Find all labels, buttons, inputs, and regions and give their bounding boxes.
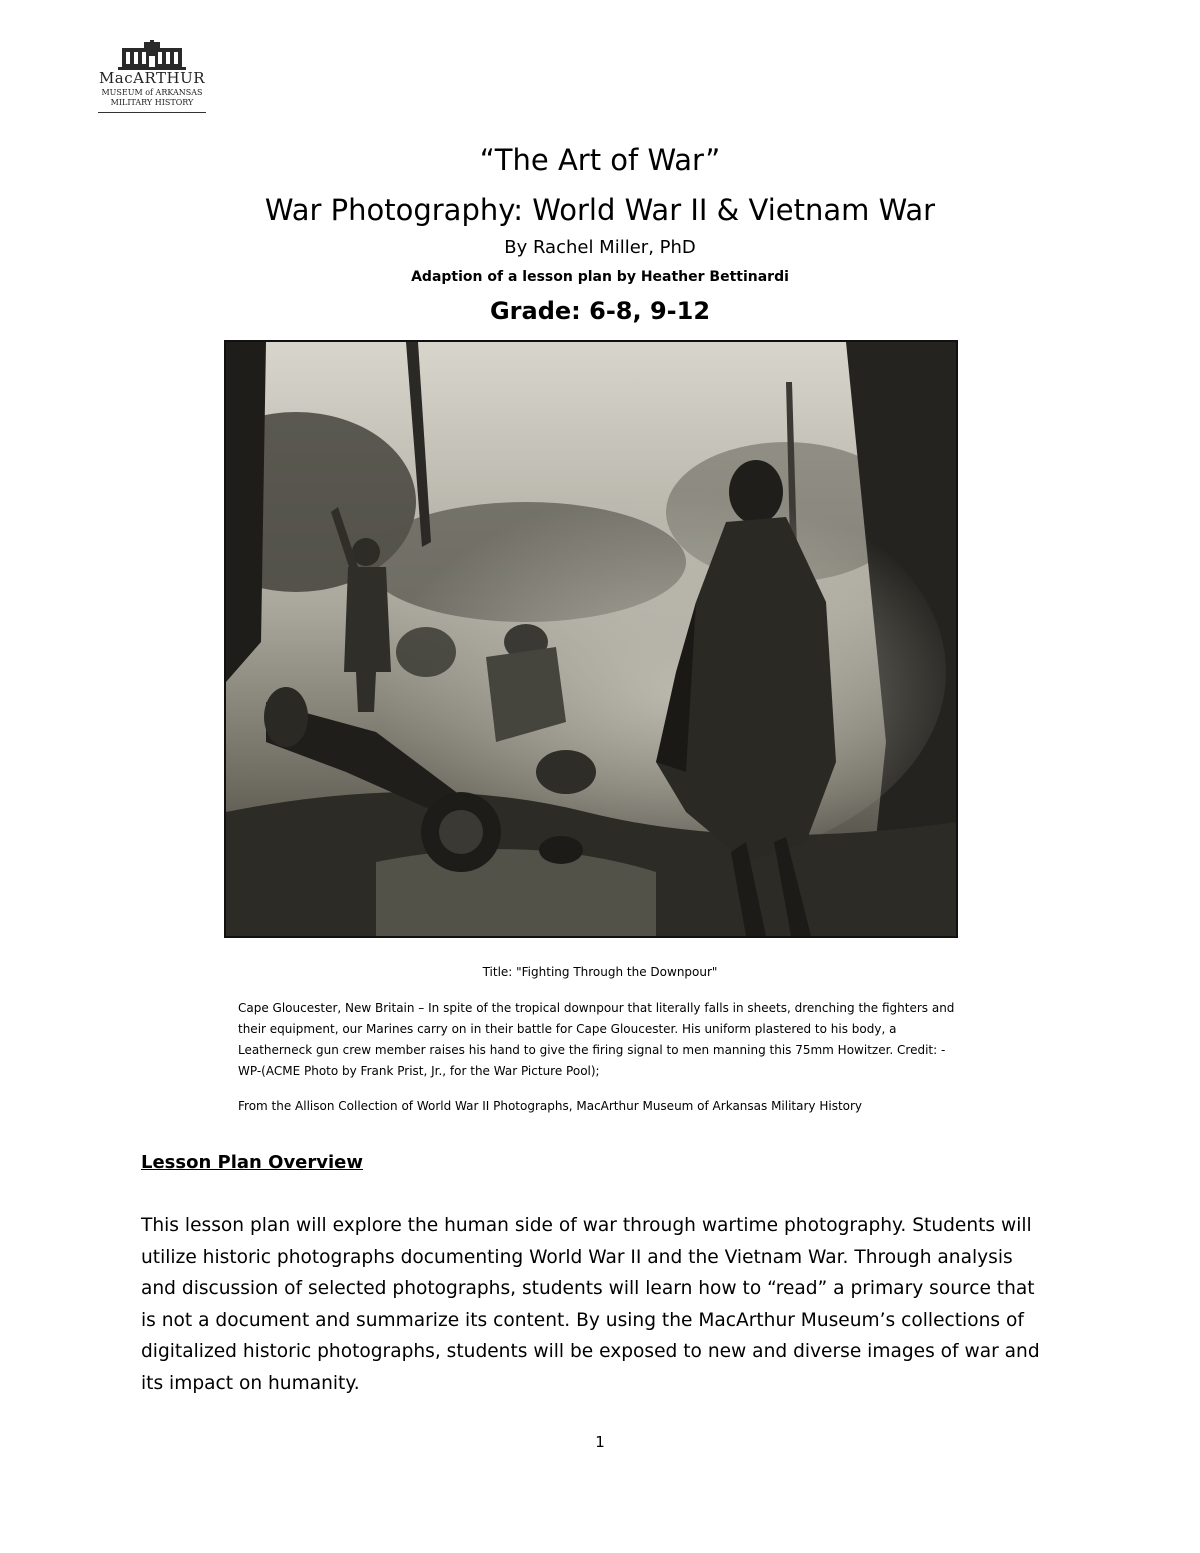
- logo-subtitle-2: MILITARY HISTORY: [110, 98, 194, 107]
- museum-building-icon: [96, 40, 208, 70]
- museum-logo: [96, 40, 208, 118]
- adaption-line: Adaption of a lesson plan by Heather Bettinardi: [411, 269, 789, 285]
- photo-caption-body: Cape Gloucester, New Britain – In spite of the tropical downpour that literally falls in sheets, drenching the fighters and their equipment, our Marines carry on in their battle for Cape Gloucester. His uniform plastered to his body, a Leatherneck gun crew member raises his hand to give the firing signal to men manning this 75mm Howitzer. Credit: -WP-(ACME Photo by Frank Prist, Jr., for the War Picture Pool);: [238, 1001, 955, 1078]
- author-line: By Rachel Miller, PhD: [504, 237, 696, 258]
- grade-line: Grade: 6-8, 9-12: [489, 297, 711, 325]
- logo-subtitle-1: MUSEUM of ARKANSAS: [101, 88, 203, 97]
- logo-divider: [98, 112, 206, 113]
- overview-paragraph: This lesson plan will explore the human side of war through wartime photography. Students will utilize historic photographs documenting World War II and the Vietnam War. Through analysis and discussion of selected photographs, students will learn how to “read” a primary source that is not a document and summarize its content. By using the MacArthur Museum’s collections of digitalized historic photographs, students will be exposed to new and diverse images of war and its impact on humanity.: [141, 1215, 1040, 1394]
- overview-heading: Lesson Plan Overview: [141, 1152, 364, 1173]
- logo-name: MacARTHUR: [98, 69, 206, 87]
- page-number: 1: [595, 1433, 605, 1451]
- document-title: “The Art of War”: [479, 143, 721, 177]
- photo-scene: [226, 342, 956, 936]
- document-subtitle: War Photography: World War II & Vietnam War: [264, 193, 936, 227]
- photo-caption-source: From the Allison Collection of World War II Photographs, MacArthur Museum of Arkansas Military History: [238, 1099, 863, 1113]
- war-photograph: [224, 340, 958, 938]
- photo-caption-title: Title: "Fighting Through the Downpour": [482, 965, 718, 979]
